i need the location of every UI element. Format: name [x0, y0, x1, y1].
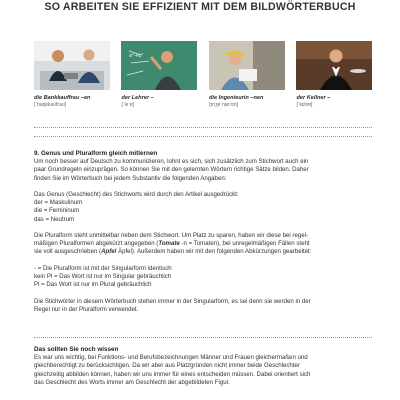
section-heading: 9. Genus und Pluralform gleich mitlernen [34, 150, 158, 157]
plural-text: mäßigen Pluralformen abgekürzt angegeben ( [34, 240, 159, 248]
intro-line: finden Sie im Wörterbuch bei jedem Substantiv die folgenden Angaben: [34, 174, 227, 182]
plural-line [34, 248, 372, 256]
intro-line: paar Grundregeln einzuprägen. So können Sie mit den gelernten Wörtern richtige Sätze bilden. Daher [34, 166, 309, 174]
entry-kellner [297, 95, 385, 109]
example-word: Apfel [101, 248, 117, 256]
body-line: gleichzeitig abbilden können, haben wir uns immer für eines entscheiden müssen. Dabei orientiert sich [34, 370, 311, 378]
entry-word: die Bankkauffrau –en [34, 95, 91, 101]
word-entries [34, 95, 384, 109]
divider [34, 136, 372, 137]
body-line: gleichberechtigt zu berücksichtigen. Da wir aber aus Platzgründen nicht immer beide Geschlechter [34, 362, 300, 370]
genus-line: das = Neutrum [34, 215, 75, 223]
photo-lehrer [121, 41, 197, 90]
section-heading: Das sollten Sie noch wissen [34, 346, 119, 353]
abbreviation-line: - = Die Pluralform ist mit der Singularform identisch [34, 264, 172, 272]
entry-word: der Kellner – [296, 95, 331, 101]
body-line: das Geschlecht des Worts immer am Geschlecht der abgebildeten Figur. [34, 378, 230, 386]
intro-line: Um noch besser auf Deutsch zu kommunizieren, lohnt es sich, sich zusätzlich zum Stichwort auch ein [34, 158, 309, 166]
page-title: SO ARBEITEN SIE EFFIZIENT MIT DEM BILDWÖRTERBUCH [44, 1, 356, 13]
photo-kellner [296, 41, 372, 90]
entry-word: die Ingenieurin –nen [209, 95, 264, 101]
entry-pronunciation: [ˈleːɐ] [121, 102, 135, 108]
genus-line: die = Femininum [34, 207, 80, 215]
plural-text: sie voll ausgeschrieben ( [34, 248, 102, 256]
entry-pronunciation: [ɪnʒeˈni̯øːrɪn] [209, 102, 239, 108]
plural-line [34, 240, 372, 248]
closing-line: Die Stichwörter in diesem Wörterbuch stehen immer in der Singularform, es sei denn sie werden in der [34, 297, 311, 305]
body-line: Es war uns wichtig, bei Funktions- und Berufsbezeichnungen Männer und Frauen gleichermaßen und [34, 354, 308, 362]
closing-line: Regel nur in der Pluralform verwendet. [34, 305, 139, 313]
divider [34, 337, 372, 338]
svg-text:a²+b²: a²+b² [129, 53, 144, 59]
section-wissenswertes [34, 346, 372, 387]
entry-ingenieurin [209, 95, 297, 109]
entry-bankkauffrau [34, 95, 122, 109]
abbreviation-line: Pl = Das Wort ist nur im Plural gebräuchlich [34, 281, 152, 289]
entry-lehrer [122, 95, 210, 109]
photo-row [34, 41, 372, 91]
entry-word: der Lehrer – [121, 95, 154, 101]
section-genus-plural [34, 150, 372, 314]
plural-text: Äpfel). Außerdem haben wir mit den folgenden Abkürzungen gearbeitet: [116, 248, 312, 256]
genus-line: der = Maskulinum [34, 199, 83, 207]
example-word: Tomate [158, 240, 180, 248]
plural-line: Die Pluralform steht unmittelbar neben dem Stichwort. Um Platz zu sparen, haben wir diese bei regel- [34, 232, 309, 239]
abbreviation-line: kein Pl = Das Wort ist nur im Singular gebräuchlich [34, 273, 172, 280]
entry-pronunciation: [ˈkɛlnɐ] [296, 102, 313, 108]
genus-line: Das Genus (Geschlecht) des Stichworts wird durch den Artikel ausgedrückt: [34, 191, 239, 198]
entry-pronunciation: [ˈbaŋkkaʊfraʊ] [34, 102, 67, 108]
plural-text: -n = Tomaten), bei unregelmäßigen Fällen steht [179, 240, 310, 248]
divider [34, 127, 372, 128]
photo-ingenieurin [209, 41, 285, 90]
photo-bankkauffrau [34, 41, 110, 90]
